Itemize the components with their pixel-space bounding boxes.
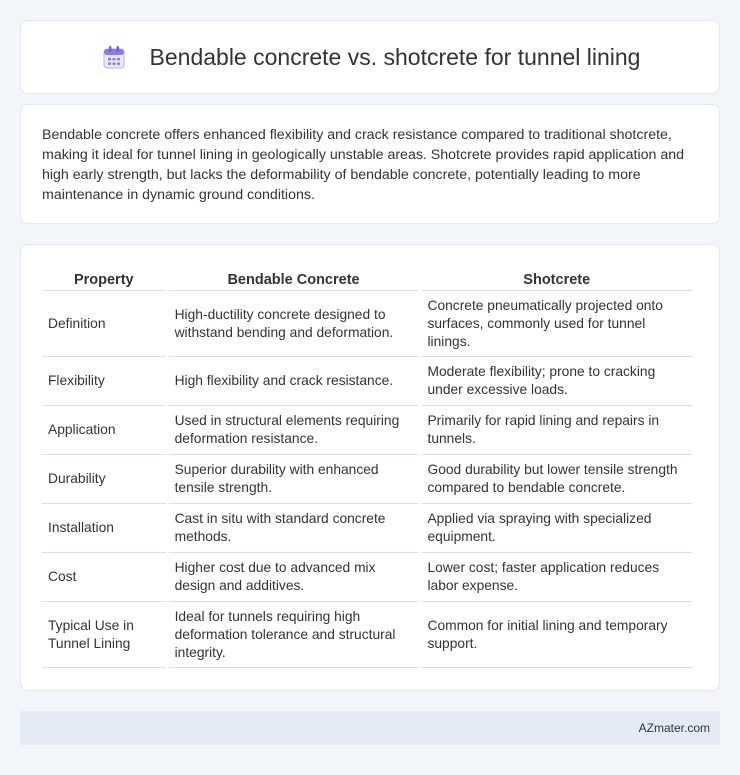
cell-property: Cost [42,553,166,602]
cell-shotcrete: Moderate flexibility; prone to cracking under excessive loads. [421,357,692,406]
cell-property: Flexibility [42,357,166,406]
cell-bendable: High flexibility and crack resistance. [169,357,419,406]
summary-card [20,104,720,224]
cell-property: Installation [42,504,166,553]
cell-shotcrete: Concrete pneumatically projected onto surfaces, commonly used for tunnel linings. [421,291,692,357]
table-row [42,602,692,668]
cell-bendable: Ideal for tunnels requiring high deformation tolerance and structural integrity. [169,602,419,668]
cell-bendable: Cast in situ with standard concrete methods. [169,504,419,553]
cell-shotcrete: Common for initial lining and temporary support. [421,602,692,668]
footer-brand: AZmater.com [638,721,710,735]
table-row [42,291,692,357]
header-property: Property [42,267,166,291]
cell-property: Durability [42,455,166,504]
cell-shotcrete: Lower cost; faster application reduces labor expense. [421,553,692,602]
page-title: Bendable concrete vs. shotcrete for tunnel lining [149,43,641,70]
cell-bendable: Used in structural elements requiring deformation resistance. [169,406,419,455]
comparison-card [20,244,720,691]
comparison-table [39,267,695,668]
cell-bendable: Higher cost due to advanced mix design and additives. [169,553,419,602]
table-row [42,357,692,406]
footer [20,711,720,745]
table-row [42,455,692,504]
calendar-icon [100,43,128,71]
cell-shotcrete: Primarily for rapid lining and repairs in tunnels. [421,406,692,455]
table-header-row [42,267,692,291]
cell-bendable: High-ductility concrete designed to withstand bending and deformation. [169,291,419,357]
cell-shotcrete: Applied via spraying with specialized equipment. [421,504,692,553]
summary-text: Bendable concrete offers enhanced flexibility and crack resistance compared to traditional shotcrete, making it ideal for tunnel lining in geologically unstable areas. Shotcrete provides rapid application and high early strength, but lacks the deformability of bendable concrete, potentially leading to more maintenance in dynamic ground conditions. [42,127,684,203]
table-row [42,504,692,553]
cell-bendable: Superior durability with enhanced tensile strength. [169,455,419,504]
title-card [20,20,720,94]
cell-property: Definition [42,291,166,357]
table-row [42,553,692,602]
header-bendable-concrete: Bendable Concrete [169,267,419,291]
cell-shotcrete: Good durability but lower tensile strength compared to bendable concrete. [421,455,692,504]
header-shotcrete: Shotcrete [421,267,692,291]
cell-property: Application [42,406,166,455]
table-row [42,406,692,455]
cell-property: Typical Use in Tunnel Lining [42,602,166,668]
